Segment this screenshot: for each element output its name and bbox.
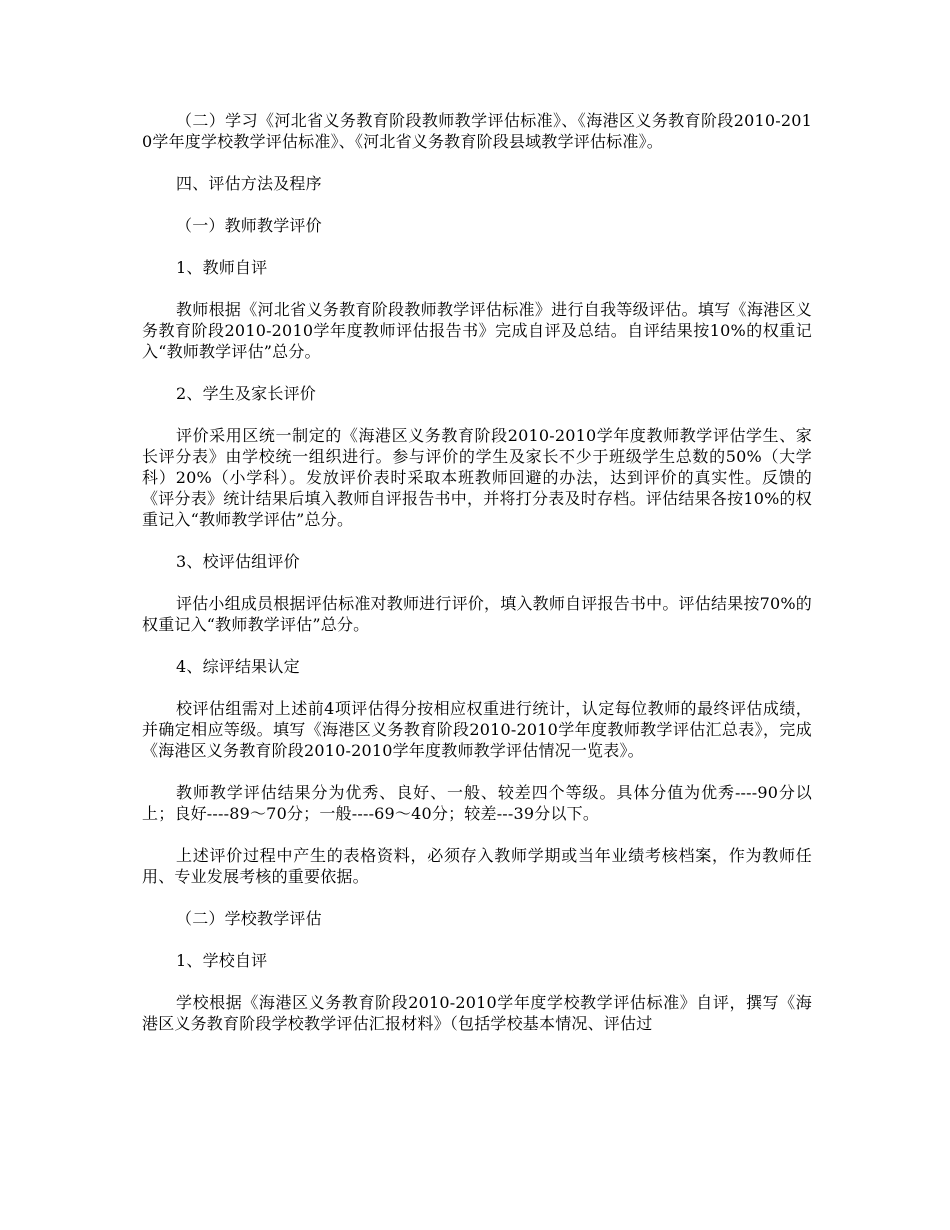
subsection-heading-teacher-evaluation: （一）教师教学评价 [176,216,322,235]
paragraph-student-parent-evaluation: 评价采用区统一制定的《海港区义务教育阶段2010-2010学年度教师教学评估学生、家长评分表》由学校统一组织进行。参与评价的学生及家长不少于班级学生总数的50%（大学科）20%（小学科）。发放评价表时采取本班教师回避的办法，达到评价的真实性。反馈的《评分表》统计结果后填入教师自评报告书中，并将打分表及时存档。评估结果各按10%的权重记入“教师教学评估”总分。 [142,426,812,529]
subsection-heading-school-evaluation: （二）学校教学评估 [176,909,322,928]
item-heading-self-evaluation: 1、教师自评 [176,258,268,277]
paragraph-self-evaluation: 教师根据《河北省义务教育阶段教师教学评估标准》进行自我等级评估。填写《海港区义务教育阶段2010-2010学年度教师评估报告书》完成自评及总结。自评结果按10%的权重记入“教师教学评估”总分。 [142,300,812,361]
paragraph-study-standards: （二）学习《河北省义务教育阶段教师教学评估标准》、《海港区义务教育阶段2010-2010学年度学校教学评估标准》、《河北省义务教育阶段县域教学评估标准》。 [142,111,812,151]
section-heading-methods: 四、评估方法及程序 [176,174,322,193]
item-heading-school-group-evaluation: 3、校评估组评价 [176,552,300,571]
item-heading-student-parent-evaluation: 2、学生及家长评价 [176,384,316,403]
paragraph-grade-levels: 教师教学评估结果分为优秀、良好、一般、较差四个等级。具体分值为优秀----90分以上；良好----89～70分；一般----69～40分；较差---39分以下。 [142,783,812,823]
paragraph-school-group-evaluation: 评估小组成员根据评估标准对教师进行评价，填入教师自评报告书中。评估结果按70%的权重记入“教师教学评估”总分。 [142,594,812,634]
paragraph-comprehensive-result: 校评估组需对上述前4项评估得分按相应权重进行统计，认定每位教师的最终评估成绩，并确定相应等级。填写《海港区义务教育阶段2010-2010学年度教师教学评估汇总表》，完成《海港区义务教育阶段2010-2010学年度教师教学评估情况一览表》。 [142,699,812,760]
paragraph-school-self-evaluation: 学校根据《海港区义务教育阶段2010-2010学年度学校教学评估标准》自评，撰写《海港区义务教育阶段学校教学评估汇报材料》（包括学校基本情况、评估过 [142,993,812,1033]
item-heading-comprehensive-result: 4、综评结果认定 [176,657,300,676]
item-heading-school-self-evaluation: 1、学校自评 [176,951,268,970]
document-body [142,110,812,1055]
paragraph-archiving: 上述评价过程中产生的表格资料，必须存入教师学期或当年业绩考核档案，作为教师任用、专业发展考核的重要依据。 [142,846,812,886]
